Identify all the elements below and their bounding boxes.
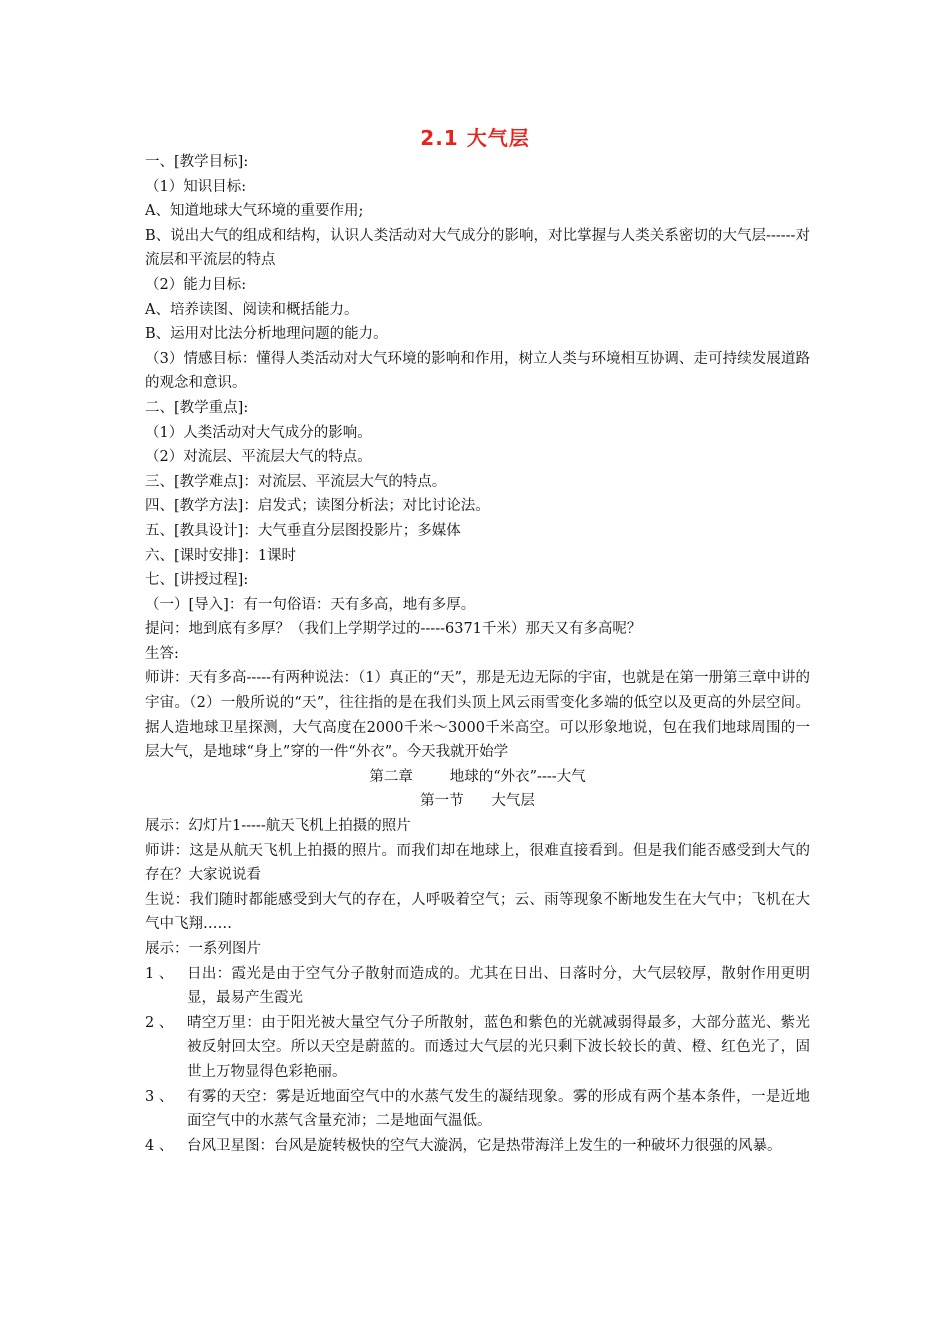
list-item <box>145 1134 810 1159</box>
document-body <box>145 150 810 1158</box>
knowledge-objectives: （1）知识目标: <box>145 178 247 195</box>
list-item-number: 4 、 <box>145 1137 174 1154</box>
heading-objectives: 一、[教学目标]: <box>145 154 249 170</box>
heading-key-points: 二、[教学重点]: <box>145 399 249 416</box>
ability-objectives: （2）能力目标: <box>145 276 247 293</box>
list-item-text: 有雾的天空：雾是近地面空气中的水蒸气发生的凝结现象。雾的形成有两个基本条件，一是近地面空气中的水蒸气含量充沛；二是地面气温低。 <box>187 1088 810 1130</box>
teacher-explains: 师讲：天有多高-----有两种说法：（1）真正的“天”，那是无边无际的宇宙，也就是在第一册第三章中讲的宇宙。（2）一般所说的“天”，往往指的是在我们头顶上风云雨雪变化多端的低空以及更高的外层空间。据人造地球卫星探测，大气高度在2000千米～3000千米高空。可以形象地说，包在我们地球周围的一层大气，是地球“身上”穿的一件“外衣”。今天我就开始学 <box>145 670 810 761</box>
list-item-text: 台风卫星图：台风是旋转极快的空气大漩涡，它是热带海洋上发生的一种破坏力很强的风暴。 <box>187 1137 782 1154</box>
question: 提问：地到底有多厚？（我们上学期学过的-----6371千米）那天又有多高呢？ <box>145 621 642 638</box>
heading-schedule: 六、[课时安排]：1课时 <box>145 547 297 564</box>
key-point-1: （1）人类活动对大气成分的影响。 <box>145 424 372 441</box>
chapter-heading: 第二章 地球的“外衣”----大气 <box>369 768 586 785</box>
list-item <box>145 1085 810 1134</box>
student-says: 生说：我们随时都能感受到大气的存在，人呼吸着空气；云、雨等现象不断地发生在大气中；飞机在大气中飞翔…… <box>145 891 810 933</box>
list-item-number: 2 、 <box>145 1014 174 1031</box>
objective-b: B、说出大气的组成和结构，认识人类活动对大气成分的影响，对比掌握与人类关系密切的大气层------对流层和平流层的特点 <box>145 227 810 269</box>
heading-difficulties: 三、[教学难点]：对流层、平流层大气的特点。 <box>145 473 447 490</box>
student-answer: 生答: <box>145 645 179 662</box>
emotion-objectives: （3）情感目标：懂得人类活动对大气环境的影响和作用，树立人类与环境相互协调、走可持续发展道路的观念和意识。 <box>145 350 810 392</box>
teacher-explains-photo: 师讲：这是从航天飞机上拍摄的照片。而我们却在地球上，很难直接看到。但是我们能否感受到大气的存在？大家说说看 <box>145 842 810 884</box>
heading-process: 七、[讲授过程]: <box>145 572 249 589</box>
ability-a: A、培养读图、阅读和概括能力。 <box>145 301 359 318</box>
show-pictures: 展示：一系列图片 <box>145 941 261 957</box>
ability-b: B、运用对比法分析地理问题的能力。 <box>145 326 388 343</box>
document-title: 2.1 大气层 <box>420 126 530 150</box>
list-item-number: 3 、 <box>145 1088 174 1105</box>
list-item <box>145 1011 810 1085</box>
list-item-number: 1 、 <box>145 965 174 982</box>
heading-tools: 五、[教具设计]：大气垂直分层图投影片；多媒体 <box>145 522 461 539</box>
key-point-2: （2）对流层、平流层大气的特点。 <box>145 449 372 466</box>
list-item-text: 日出：霞光是由于空气分子散射而造成的。尤其在日出、日落时分，大气层较厚，散射作用更明显，最易产生霞光 <box>187 965 810 1007</box>
intro: （一）[导入]：有一句俗语：天有多高，地有多厚。 <box>145 596 476 613</box>
list-item-text: 晴空万里：由于阳光被大量空气分子所散射，蓝色和紫色的光就减弱得最多，大部分蓝光、紫光被反射回太空。所以天空是蔚蓝的。而透过大气层的光只剩下波长较长的黄、橙、红色光了，固世上万物显得色彩艳丽。 <box>187 1014 810 1080</box>
objective-a: A、知道地球大气环境的重要作用; <box>145 203 364 220</box>
show-slide: 展示：幻灯片1-----航天飞机上拍摄的照片 <box>145 818 411 835</box>
list-item <box>145 962 810 1011</box>
heading-methods: 四、[教学方法]：启发式；读图分析法；对比讨论法。 <box>145 498 490 515</box>
section-heading: 第一节 大气层 <box>420 793 535 810</box>
